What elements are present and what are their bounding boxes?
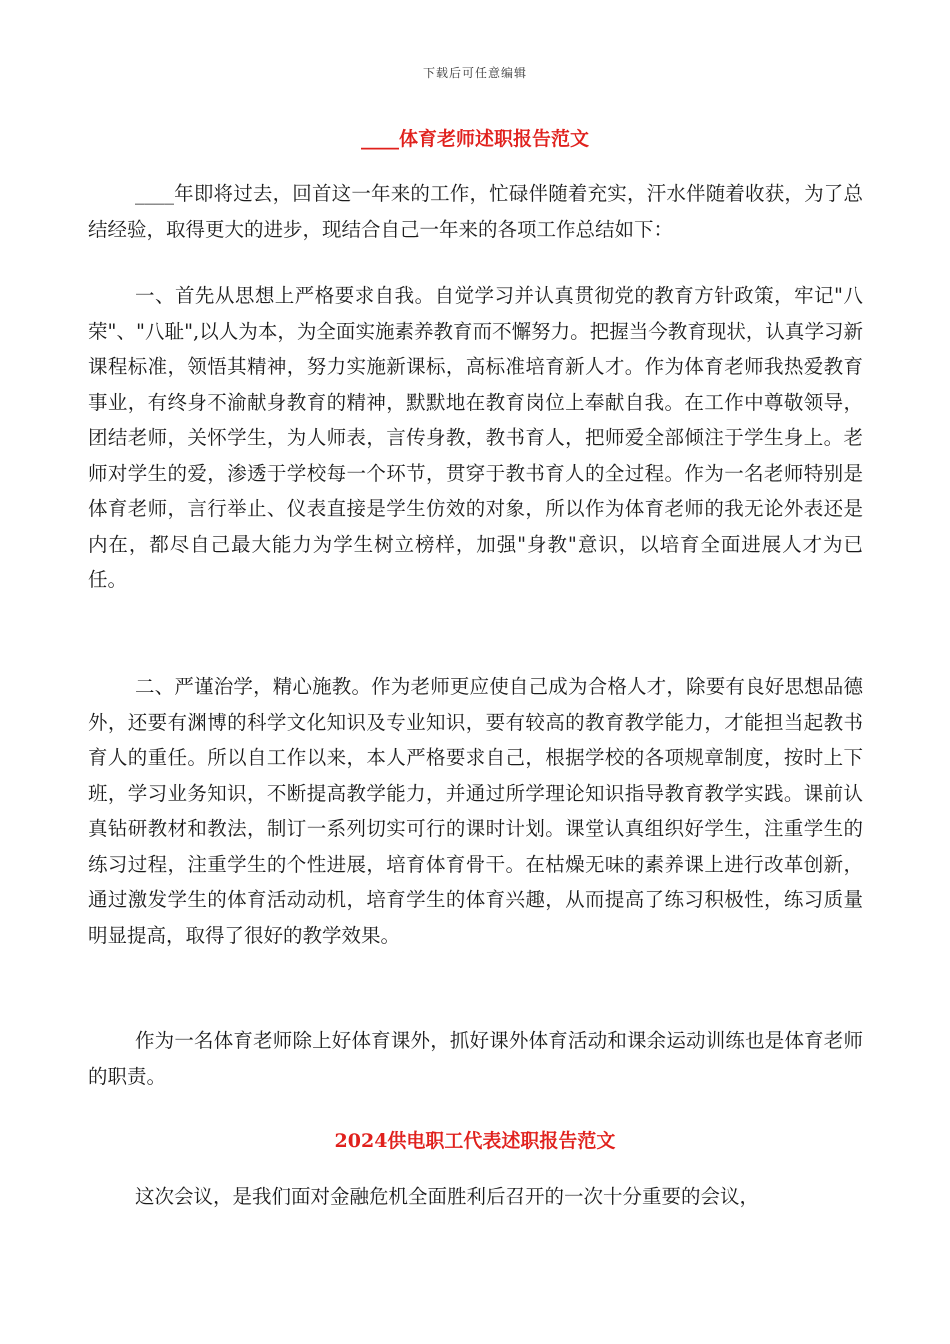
paragraph-section-2: 二、严谨治学，精心施教。作为老师更应使自己成为合格人才，除要有良好思想品德外，还要有渊博的科学文化知识及专业知识，要有较高的教育教学能力，才能担当起教书育人的重任。所以自工作以来，本人严格要求自己，根据学校的各项规章制度，按时上下班，学习业务知识，不断提高教学能力，并通过所学理论知识指导教育教学实践。课前认真钻研教材和教法，制订一系列切实可行的课时计划。课堂认真组织好学生，注重学生的练习过程，注重学生的个性进展，培育体育骨干。在枯燥无味的素养课上进行改革创新，通过激发学生的体育活动动机，培育学生的体育兴趣，从而提高了练习积极性，练习质量明显提高，取得了很好的教学效果。 <box>88 675 863 947</box>
second-document-title: 2024供电职工代表述职报告范文 <box>334 1130 616 1152</box>
document-title: ____体育老师述职报告范文 <box>360 128 589 150</box>
header-note: 下载后可任意编辑 <box>422 66 527 80</box>
paragraph-section-1: 一、首先从思想上严格要求自我。自觉学习并认真贯彻党的教育方针政策，牢记"八荣"、"八耻",以人为本，为全面实施素养教育而不懈努力。把握当今教育现状，认真学习新课程标准，领悟其精神，努力实施新课标，高标准培育新人才。作为体育老师我热爱教育事业，有终身不渝献身教育的精神，默默地在教育岗位上奉献自我。在工作中尊敬领导，团结老师，关怀学生，为人师表，言传身教，教书育人，把师爱全部倾注于学生身上。老师对学生的爱，渗透于学校每一个环节，贯穿于教书育人的全过程。作为一名老师特别是体育老师，言行举止、仪表直接是学生仿效的对象，所以作为体育老师的我无论外表还是内在，都尽自己最大能力为学生树立榜样，加强"身教"意识，以培育全面进展人才为已任。 <box>88 284 863 591</box>
paragraph-intro: ____年即将过去，回首这一年来的工作，忙碌伴随着充实，汗水伴随着收获，为了总结经验，取得更大的进步，现结合自己一年来的各项工作总结如下： <box>88 182 863 241</box>
paragraph-second-doc-intro: 这次会议，是我们面对金融危机全面胜利后召开的一次十分重要的会议， <box>135 1185 760 1208</box>
paragraph-section-3: 作为一名体育老师除上好体育课外，抓好课外体育活动和课余运动训练也是体育老师的职责。 <box>88 1029 863 1088</box>
